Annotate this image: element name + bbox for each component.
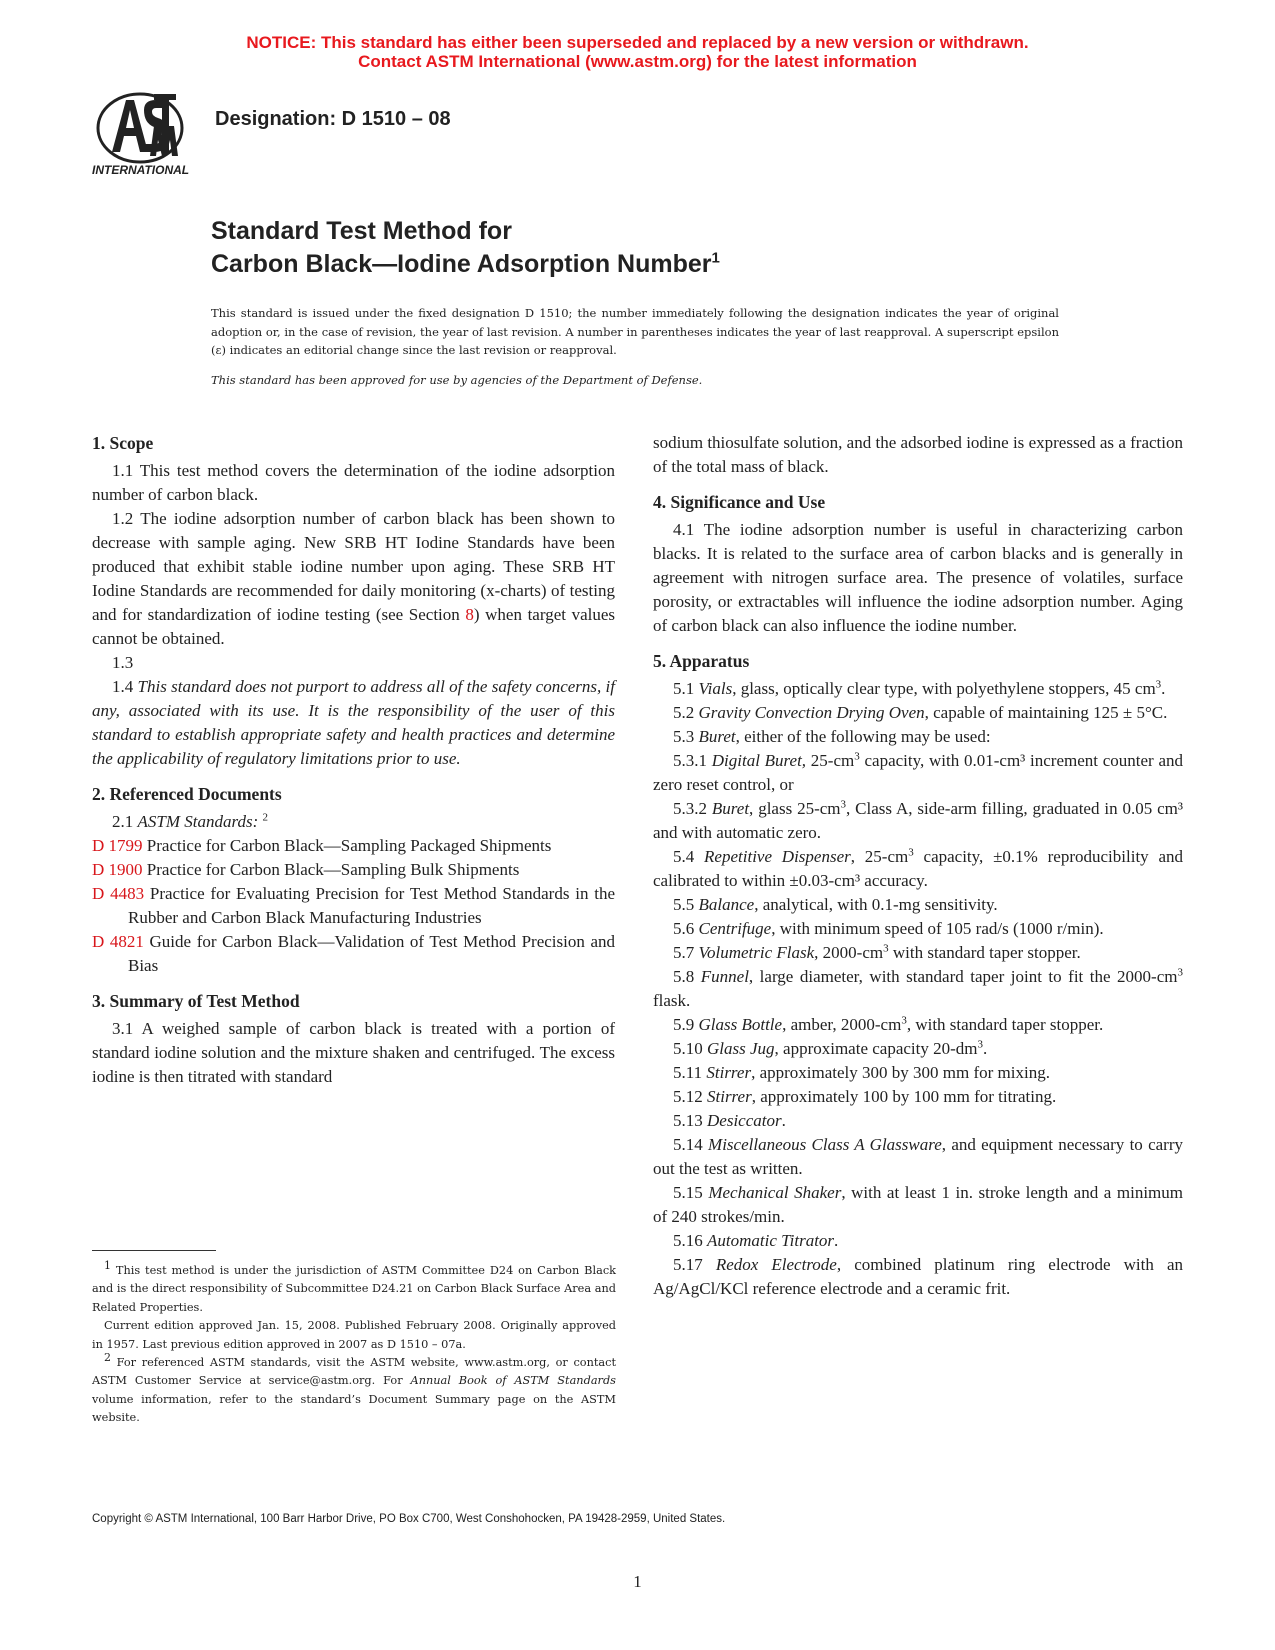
left-column: [92, 431, 615, 1089]
footnote-2: $^2$ For referenced ASTM standards, visit the ASTM website, www.astm.org, or contact ASTM Customer Service at service@astm.org. For Annual Book of ASTM Standards volume information, refer to the standard’s Document Summary page on the ASTM website.: [92, 1351, 616, 1425]
apparatus-item: 5.12 Stirrer, approximately 100 by 100 mm for titrating.: [673, 1087, 1057, 1106]
astm-logo: [92, 86, 202, 178]
ref-link-d4483[interactable]: D 4483: [92, 884, 145, 903]
astm-logo-wordmark: INTERNATIONAL: [92, 163, 190, 177]
apparatus-item: 5.13 Desiccator.: [673, 1111, 786, 1130]
apparatus-item: 5.9 Glass Bottle, amber, $2000-cm^3$, with standard taper stopper.: [673, 1014, 1104, 1034]
paragraph-1-4: 1.4 This standard does not purport to address all of the safety concerns, if any, associated with its use. It is the responsibility of the user of this standard to establish appropriate safety and health practices and determine the applicability of regulatory limitations prior to use.: [92, 677, 615, 768]
ref-link-d1900[interactable]: D 1900: [92, 860, 143, 879]
section-heading-referenced-documents: 2. Referenced Documents: [92, 784, 282, 804]
apparatus-item: 5.7 Volumetric Flask, $2000-cm^3$ with standard taper stopper.: [673, 942, 1081, 962]
issue-note: This standard is issued under the fixed designation D 1510; the number immediately following the designation indicates the year of original adoption or, in the case of revision, the year of last revision. A number in parentheses indicates the year of last reapproval. A superscript epsilon (ε) indicates an editorial change since the last revision or reapproval.: [211, 306, 1059, 357]
paragraph-1-1: 1.1 This test method covers the determination of the iodine adsorption number of carbon black.: [92, 461, 615, 504]
paragraph-4-1: 4.1 The iodine adsorption number is useful in characterizing carbon blacks. It is related to the surface area of carbon blacks and is generally in agreement with nitrogen surface area. The presence of volatiles, surface porosity, or extractables will influence the iodine adsorption number. Aging of carbon black can also influence the iodine number.: [653, 520, 1183, 635]
ref-link-d1799[interactable]: D 1799: [92, 836, 143, 855]
referenced-documents-list: [92, 834, 615, 978]
dod-note: This standard has been approved for use by agencies of the Department of Defense.: [211, 373, 703, 387]
notice-banner: [0, 33, 1275, 71]
document-title: [211, 215, 720, 281]
section-heading-apparatus: 5. Apparatus: [653, 651, 750, 671]
section-heading-significance: 4. Significance and Use: [653, 492, 826, 512]
apparatus-item: 5.10 Glass Jug, approximate capacity $20-dm^3$.: [673, 1038, 988, 1058]
apparatus-item: 5.2 Gravity Convection Drying Oven, capable of maintaining 125 ± 5°C.: [673, 703, 1168, 722]
right-column: [653, 431, 1183, 1301]
apparatus-item: 5.6 Centrifuge, with minimum speed of 105 rad/s (1000 r/min).: [673, 919, 1104, 938]
ref-item: D 1799 Practice for Carbon Black—Sampling Packaged Shipments: [92, 836, 552, 855]
apparatus-item: 5.17 Redox Electrode, combined platinum ring electrode with an Ag/AgCl/KCl reference electrode and a ceramic frit.: [653, 1255, 1184, 1298]
title-footnote-mark: 1: [711, 249, 720, 267]
apparatus-item: 5.3.1 Digital Buret, $25-cm^3$ capacity, with 0.01-cm³ increment counter and zero reset control, or: [653, 750, 1184, 794]
ref-link-d4821[interactable]: D 4821: [92, 932, 144, 951]
paragraph-1-3: 1.3: [112, 653, 134, 672]
paragraph-1-2: 1.2 The iodine adsorption number of carbon black has been shown to decrease with sample aging. New SRB HT Iodine Standards have been produced that exhibit stable iodine number upon aging. These SRB HT Iodine Standards are recommended for daily monitoring (x-charts) of testing and for standardization of iodine testing (see Section 8) when target values cannot be obtained.: [92, 509, 616, 648]
apparatus-item: 5.11 Stirrer, approximately 300 by 300 mm for mixing.: [673, 1063, 1050, 1082]
apparatus-item: 5.16 Automatic Titrator.: [673, 1231, 839, 1250]
apparatus-item: 5.8 Funnel, large diameter, with standard taper joint to fit the $2000-cm^3$ flask.: [653, 966, 1183, 1010]
apparatus-item: 5.3.2 Buret, glass $25-cm^3$, Class A, side-arm filling, graduated in 0.05 cm³ and with automatic zero.: [653, 798, 1184, 842]
footnotes: [92, 1259, 616, 1428]
copyright: Copyright © ASTM International, 100 Barr Harbor Drive, PO Box C700, West Conshohocken, PA 19428-2959, United States.: [92, 1513, 726, 1525]
designation: Designation: D 1510 – 08: [215, 108, 451, 130]
apparatus-item: 5.3 Buret, either of the following may be used:: [673, 727, 991, 746]
notice-line-1: NOTICE: This standard has either been superseded and replaced by a new version or withdrawn.: [246, 33, 1029, 52]
apparatus-item: 5.1 Vials, glass, optically clear type, with polyethylene stoppers, 45 $cm^3$.: [673, 678, 1166, 698]
footnote-divider: [92, 1250, 216, 1251]
ref-item: D 4483 Practice for Evaluating Precision for Test Method Standards in the Rubber and Carbon Black Manufacturing Industries: [92, 884, 616, 927]
notice-line-2: Contact ASTM International (www.astm.org) for the latest information: [358, 52, 917, 71]
page-number: 1: [633, 1572, 642, 1591]
apparatus-item: 5.5 Balance, analytical, with 0.1-mg sensitivity.: [673, 895, 998, 914]
title-line-1: Standard Test Method for: [211, 217, 512, 245]
apparatus-list: [653, 677, 1183, 1301]
apparatus-item: 5.4 Repetitive Dispenser, $25-cm^3$ capacity, ±0.1% reproducibility and calibrated to within ±0.03-cm³ accuracy.: [653, 846, 1184, 890]
ref-item: D 4821 Guide for Carbon Black—Validation of Test Method Precision and Bias: [92, 932, 616, 975]
apparatus-item: 5.14 Miscellaneous Class A Glassware, and equipment necessary to carry out the test as written.: [653, 1135, 1183, 1178]
ref-item: D 1900 Practice for Carbon Black—Sampling Bulk Shipments: [92, 860, 520, 879]
footnote-1: $^1$ This test method is under the jurisdiction of ASTM Committee D24 on Carbon Black and is the direct responsibility of Subcommittee D24.21 on Carbon Black Surface Area and Related Properties.: [92, 1259, 616, 1314]
paragraph-3-1-continued: sodium thiosulfate solution, and the adsorbed iodine is expressed as a fraction of the total mass of black.: [653, 433, 1183, 476]
section-heading-summary: 3. Summary of Test Method: [92, 991, 300, 1011]
section-8-link[interactable]: 8: [465, 605, 474, 624]
section-heading-scope: 1. Scope: [92, 433, 154, 453]
paragraph-2-1: 2.1 ASTM Standards: $^2$: [112, 811, 268, 831]
footnote-1-edition: Current edition approved Jan. 15, 2008. Published February 2008. Originally approved in 1957. Last previous edition approved in 2007 as D 1510 – 07a.: [92, 1319, 616, 1351]
apparatus-item: 5.15 Mechanical Shaker, with at least 1 in. stroke length and a minimum of 240 strokes/min.: [653, 1183, 1183, 1226]
title-line-2: Carbon Black—Iodine Adsorption Number: [211, 250, 712, 278]
astm-logo-mark: [92, 86, 202, 178]
paragraph-3-1: 3.1 A weighed sample of carbon black is treated with a portion of standard iodine solution and the mixture shaken and centrifuged. The excess iodine is then titrated with standard: [92, 1019, 615, 1086]
